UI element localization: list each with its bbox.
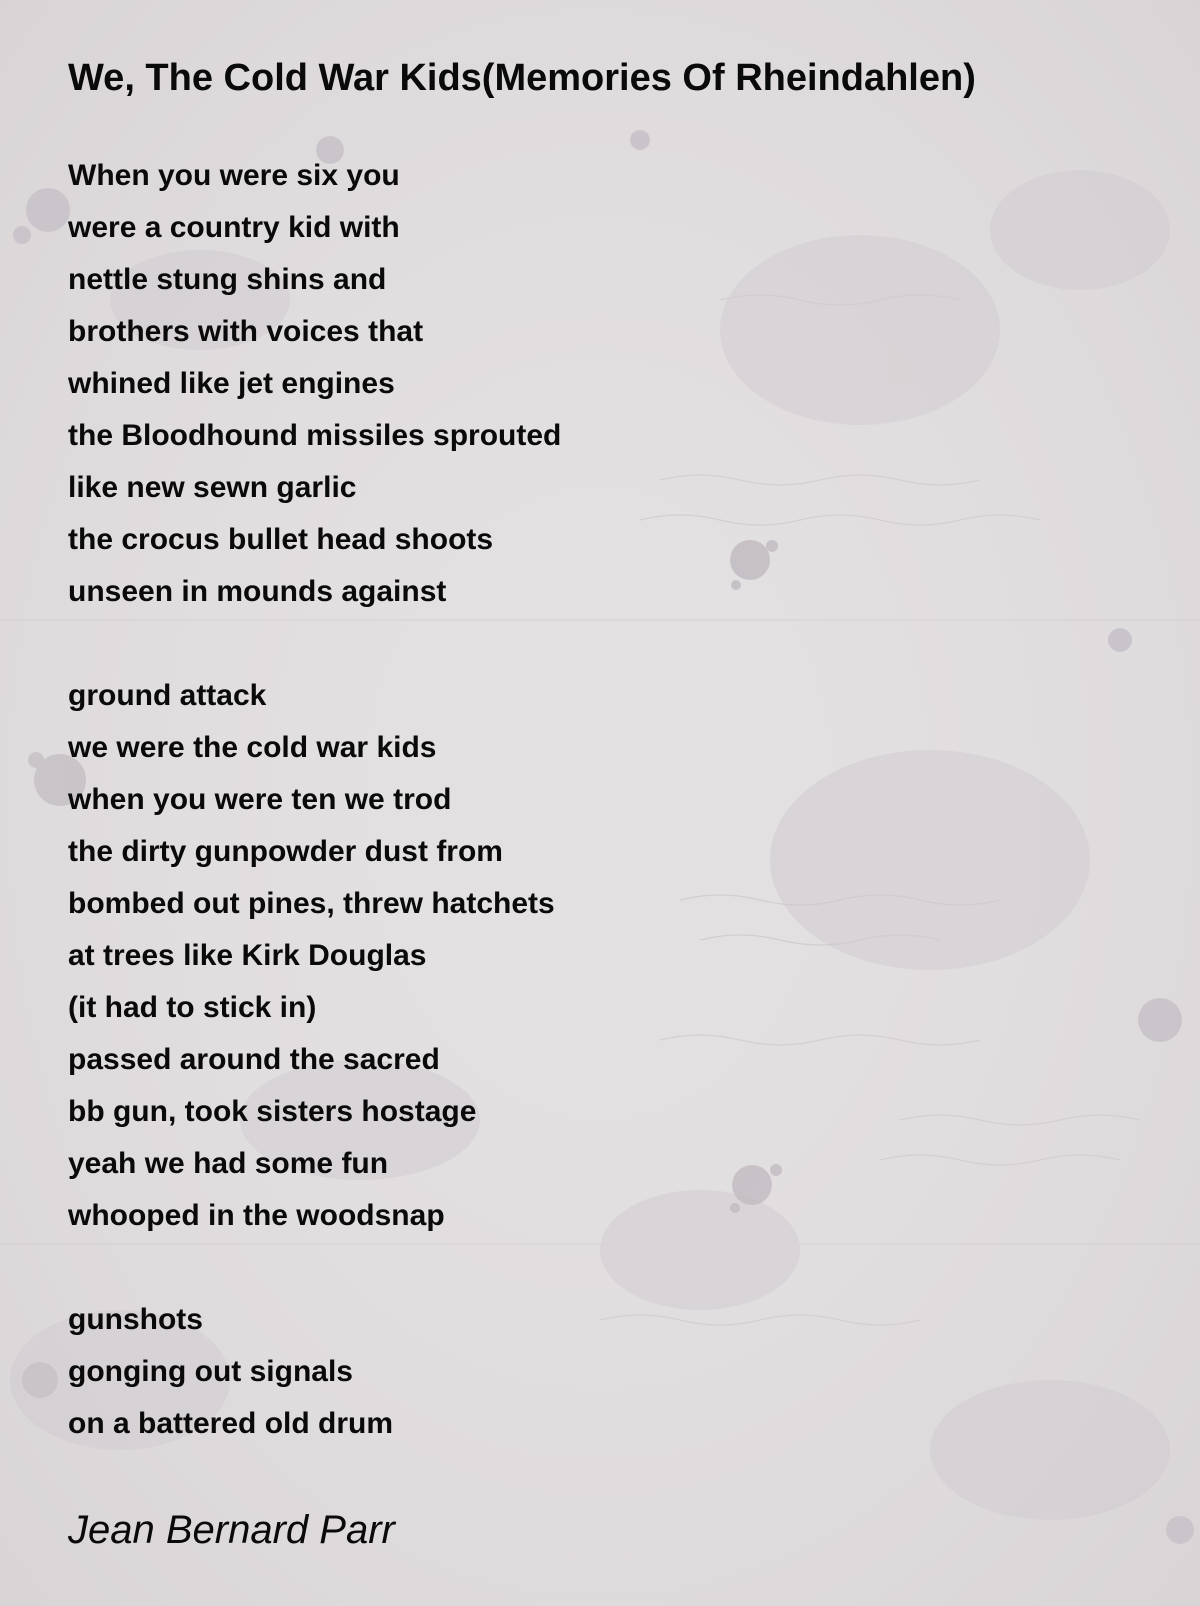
poem-line: the dirty gunpowder dust from: [68, 835, 503, 868]
poem-line: bombed out pines, threw hatchets: [68, 887, 555, 920]
poem-body: [68, 150, 868, 1502]
stanza-1: [68, 150, 868, 618]
poem-line: gonging out signals: [68, 1355, 353, 1388]
poem-line: at trees like Kirk Douglas: [68, 939, 427, 972]
poem-line: passed around the sacred: [68, 1043, 440, 1076]
poem-line: on a battered old drum: [68, 1407, 394, 1440]
poem-line: whined like jet engines: [68, 367, 395, 400]
poem-line: brothers with voices that: [68, 315, 424, 348]
poem-title: We, The Cold War Kids(Memories Of Rheindahlen): [68, 57, 976, 99]
poem-line: yeah we had some fun: [68, 1147, 389, 1180]
poem-line: (it had to stick in): [68, 991, 317, 1024]
poem-author: Jean Bernard Parr: [68, 1508, 395, 1552]
poem-line: the crocus bullet head shoots: [68, 523, 494, 556]
poem-line: like new sewn garlic: [68, 471, 357, 504]
stanza-3: [68, 1294, 868, 1450]
poem-line: When you were six you: [68, 159, 400, 192]
poem-line: gunshots: [68, 1303, 203, 1336]
poem-line: ground attack: [68, 679, 267, 712]
poem-line: bb gun, took sisters hostage: [68, 1095, 477, 1128]
poem-line: we were the cold war kids: [68, 731, 437, 764]
poem-line: nettle stung shins and: [68, 263, 387, 296]
poem-line: were a country kid with: [68, 211, 400, 244]
poem-line: whooped in the woodsnap: [68, 1199, 445, 1232]
poem-line: the Bloodhound missiles sprouted: [68, 419, 562, 452]
poem-line: unseen in mounds against: [68, 575, 447, 608]
poem-line: when you were ten we trod: [68, 783, 452, 816]
stanza-2: [68, 670, 868, 1242]
